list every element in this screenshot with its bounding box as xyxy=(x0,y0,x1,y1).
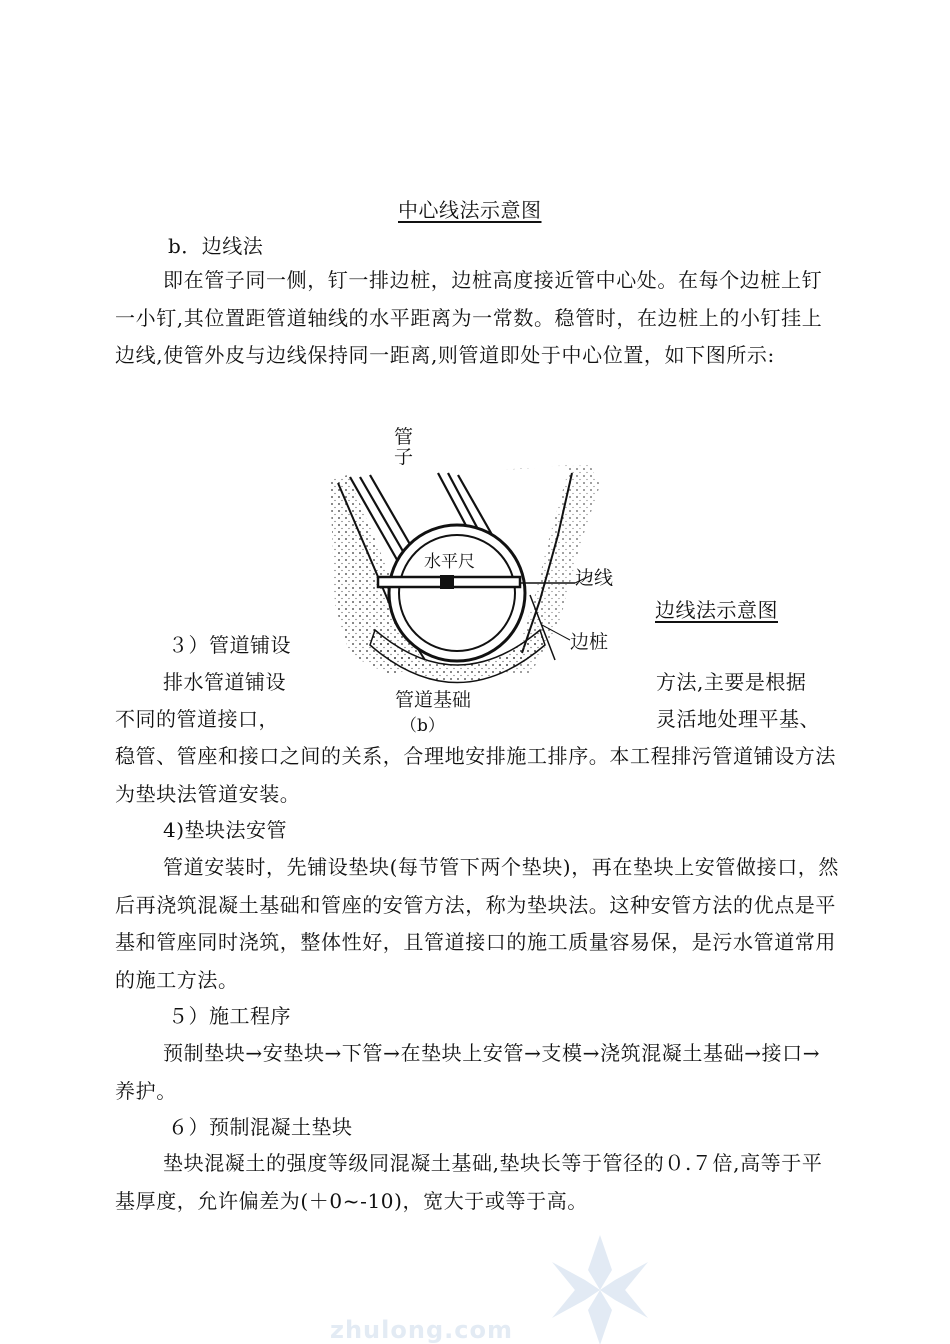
paragraph-5-text: 预制垫块→安垫块→下管→在垫块上安管→支模→浇筑混凝土基础→接口→养护。 xyxy=(115,1041,821,1103)
paragraph-5 xyxy=(115,1035,840,1110)
figure-caption-edge-method: 边线法示意图 xyxy=(655,598,778,622)
heading-5-procedure: ５）施工程序 xyxy=(168,1004,291,1028)
figure-caption-center-line: 中心线法示意图 xyxy=(398,198,542,222)
paragraph-3-line1-left: 排水管道铺设 xyxy=(163,670,286,694)
label-edge-line: 边线 xyxy=(575,567,614,589)
paragraph-4-text: 管道安装时，先铺设垫块(每节管下两个垫块)，再在垫块上安管做接口，然后再浇筑混凝土基础和管座的安管方法，称为垫块法。这种安管方法的优点是平基和管座同时浇筑，整体性好，且管道接口的施工质量容易保，是污水管道常用的施工方法。 xyxy=(115,855,840,992)
paragraph-6-text: 垫块混凝土的强度等级同混凝土基础,垫块长等于管径的０.７倍,高等于平基厚度，允许偏差为(＋0~-10)，宽大于或等于高。 xyxy=(115,1151,823,1213)
heading-3-pipe-laying: ３）管道铺设 xyxy=(168,633,291,657)
label-b: （b） xyxy=(400,716,445,736)
paragraph-6 xyxy=(115,1145,840,1220)
edge-method-figure xyxy=(330,425,650,739)
paragraph-edge-method xyxy=(115,262,840,375)
label-edge-stake: 边桩 xyxy=(570,631,609,653)
label-level: 水平尺 xyxy=(424,552,475,572)
level-bubble xyxy=(440,575,454,589)
paragraph-4 xyxy=(115,849,840,999)
paragraph-edge-method-text: 即在管子同一侧，钉一排边桩，边桩高度接近管中心处。在每个边桩上钉一小钉,其位置距管道轴线的水平距离为一常数。稳管时，在边桩上的小钉挂上边线,使管外皮与边线保持同一距离,则管道即处于中心位置，如下图所示: xyxy=(115,268,823,367)
paragraph-3-line2-right: 灵活地处理平基、 xyxy=(656,707,820,731)
paragraph-3-line1-right: 方法,主要是根据 xyxy=(656,670,807,694)
section-heading-b: b．边线法 xyxy=(168,234,264,258)
heading-4-block-method: 4)垫块法安管 xyxy=(163,818,288,842)
label-pipe: 管子 xyxy=(394,426,414,468)
label-foundation: 管道基础 xyxy=(395,689,472,711)
paragraph-3-rest: 稳管、管座和接口之间的关系，合理地安排施工排序。本工程排污管道铺设方法为垫块法管道安装。 xyxy=(115,744,836,806)
heading-6-precast-block: ６）预制混凝土垫块 xyxy=(168,1115,353,1139)
watermark-text: zhulong.com xyxy=(330,1316,513,1344)
paragraph-3-line2-left: 不同的管道接口， xyxy=(115,707,279,731)
